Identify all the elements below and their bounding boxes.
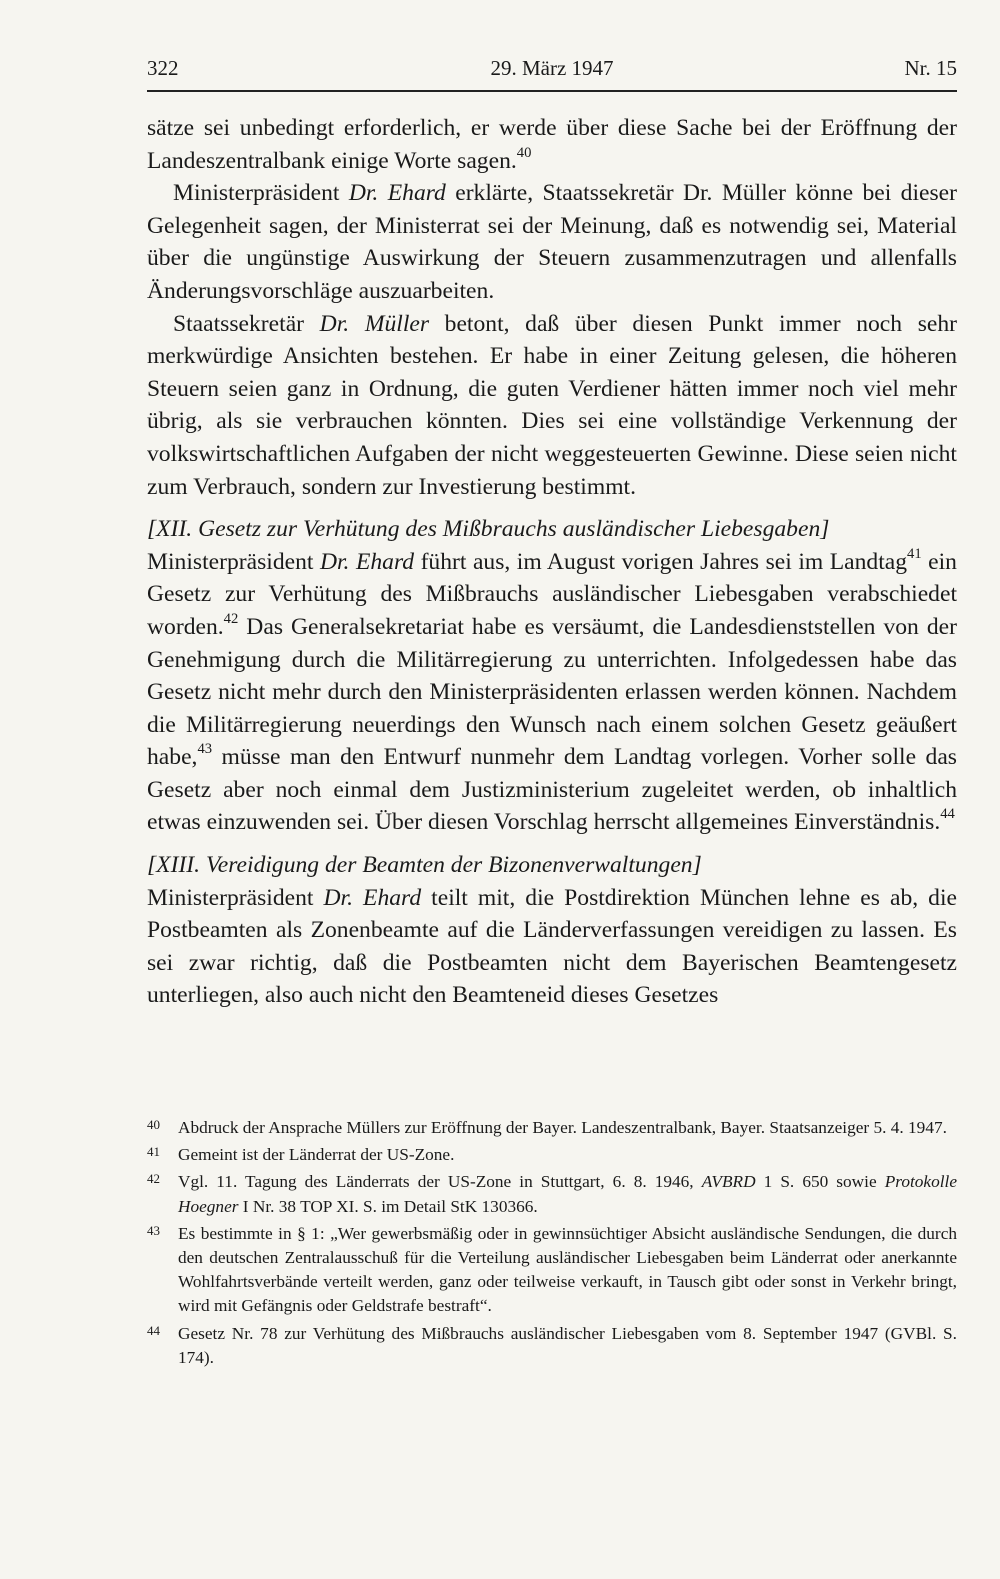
page-number: 322 — [147, 56, 179, 80]
paragraph-2-lead: Ministerpräsident — [173, 180, 349, 207]
main-text — [147, 112, 957, 1012]
header-date: 29. März 1947 — [490, 56, 614, 80]
paragraph-2-text: erklärte, Staatssekretär Dr. Müller könne bei dieser Gelegenheit sagen, der Ministerrat sei der Meinung, daß es notwendig sei, Material über die ungünstige Auswirkung der Steuern zusammenzutragen und allenfalls Änderungsvorschläge auszuarbeiten. — [147, 180, 957, 304]
footnote-ref-40[interactable]: 40 — [516, 144, 532, 161]
section-heading-xii-text: [XII. Gesetz zur Verhütung des Mißbrauchs ausländischer Liebesgaben] — [147, 516, 830, 543]
section-heading-xiii — [147, 849, 957, 882]
footnote-text-part: Vgl. 11. Tagung des Länderrats der US-Zone in Stuttgart, 6. 8. 1946, — [178, 1172, 702, 1192]
footnote-text: Abdruck der Ansprache Müllers zur Eröffnung der Bayer. Landeszentralbank, Bayer. Staatsanzeiger 5. 4. 1947. — [178, 1118, 947, 1137]
footnote-42 — [147, 1170, 957, 1218]
footnote-ref-43[interactable]: 43 — [197, 741, 213, 758]
footnote-number: 42 — [147, 1171, 160, 1187]
paragraph-4-lead: Ministerpräsident — [147, 548, 320, 575]
footnote-text: Es bestimmte in § 1: „Wer gewerbsmäßig oder in gewinnsüchtiger Absicht ausländische Sendungen, die durch den deutschen Zentralausschuß für die Verteilung ausländischer Liebesgaben beim Länderrat oder anerkannte Wohlfahrtsverbände verteilt werden, ganz oder teilweise verkauft, in Tausch gibt oder sonst in Verkehr bringt, wird mit Gefängnis oder Geldstrafe bestraft“. — [178, 1223, 957, 1316]
footnote-text-part: I Nr. 38 TOP XI. S. im Detail StK 130366. — [238, 1196, 538, 1216]
paragraph-4-text-4: müsse man den Entwurf nunmehr dem Landtag vorlegen. Vorher solle das Gesetz aber noch einmal dem Justizministerium zugeleitet werden, ob inhaltlich etwas einzuwenden sei. Über diesen Vorschlag herrscht allgemeines Einverständnis. — [147, 744, 957, 836]
paragraph-5-lead: Ministerpräsident — [147, 884, 324, 911]
footnote-text: Gesetz Nr. 78 zur Verhütung des Mißbrauchs ausländischer Liebesgaben vom 8. September 1947 (GVBl. S. 174). — [178, 1323, 957, 1367]
paragraph-4 — [147, 546, 957, 839]
footnote-43 — [147, 1222, 957, 1319]
footnote-number: 44 — [147, 1322, 160, 1338]
header-issue-number: Nr. 15 — [904, 56, 957, 80]
footnote-44 — [147, 1322, 957, 1370]
footnote-citation-hoegner: Protokolle Hoegner — [178, 1172, 957, 1216]
paragraph-4-text-1: führt aus, im August vorigen Jahres sei im Landtag — [414, 548, 908, 575]
paragraph-3 — [147, 308, 957, 504]
footnote-citation-avbrd: AVBRD — [701, 1172, 756, 1192]
paragraph-5 — [147, 882, 957, 1012]
paragraph-2 — [147, 177, 957, 307]
footnote-number: 40 — [147, 1117, 160, 1132]
paragraph-1 — [147, 112, 957, 177]
paragraph-3-speaker: Müller — [364, 310, 430, 337]
footnotes — [147, 1116, 957, 1373]
footnote-40 — [147, 1116, 957, 1140]
footnote-number: 41 — [147, 1144, 160, 1160]
paragraph-4-text-2: ein Gesetz zur Verhütung des Mißbrauchs ausländischer Liebesgaben verabschiedet worden. — [147, 548, 957, 640]
paragraph-4-speaker: Ehard — [355, 548, 415, 575]
footnote-number: 43 — [147, 1222, 160, 1238]
footnote-41 — [147, 1143, 957, 1167]
paragraph-4-title: Dr. — [319, 548, 350, 575]
footnote-ref-42[interactable]: 42 — [223, 610, 239, 627]
running-header — [147, 50, 957, 92]
paragraph-5-title: Dr. — [323, 884, 353, 911]
paragraph-2-title: Dr. — [348, 180, 379, 207]
paragraph-3-title: Dr. — [319, 310, 350, 337]
footnote-text-part: 1 S. 650 sowie — [755, 1172, 885, 1192]
footnote-ref-41[interactable]: 41 — [907, 545, 922, 562]
section-heading-xiii-text: [XIII. Vereidigung der Beamten der Bizonenverwaltungen] — [147, 852, 702, 879]
paragraph-2-speaker: Ehard — [387, 180, 446, 207]
section-heading-xii — [147, 513, 957, 546]
footnote-ref-44[interactable]: 44 — [940, 806, 955, 823]
paragraph-4-text-3: Das Generalsekretariat habe es versäumt, die Landesdienststellen von der Genehmigung durch die Militärregierung zu unterrichten. Infolgedessen habe das Gesetz nicht mehr durch den Ministerpräsidenten erlassen werden können. Nachdem die Militärregierung neuerdings den Wunsch nach einem solchen Gesetz geäußert habe, — [147, 613, 957, 771]
paragraph-3-lead: Staatssekretär — [173, 310, 320, 337]
footnote-text: Gemeint ist der Länderrat der US-Zone. — [178, 1145, 455, 1165]
paragraph-3-text: betont, daß über diesen Punkt immer noch sehr merkwürdige Ansichten bestehen. Er habe in einer Zeitung gelesen, die höheren Steuern seien ganz in Ordnung, die guten Verdiener hätten immer noch viel mehr übrig, als sie verbrauchen könnten. Dies sei eine vollständige Verkennung der volkswirtschaftlichen Aufgaben der nicht weggesteuerten Gewinne. Diese seien nicht zum Verbrauch, sondern zur Investierung bestimmt. — [147, 310, 958, 500]
paragraph-5-speaker: Ehard — [363, 884, 422, 911]
paragraph-1-text: sätze sei unbedingt erforderlich, er werde über diese Sache bei der Eröffnung der Landeszentralbank einige Worte sagen. — [147, 115, 957, 174]
paragraph-5-text: teilt mit, die Postdirektion München lehne es ab, die Postbeamten als Zonenbeamte auf die Länderverfassungen vereidigen zu lassen. Es sei zwar richtig, daß die Postbeamten nicht dem Bayerischen Beamtengesetz unterliegen, also auch nicht den Beamteneid dieses Gesetzes — [147, 884, 957, 1009]
